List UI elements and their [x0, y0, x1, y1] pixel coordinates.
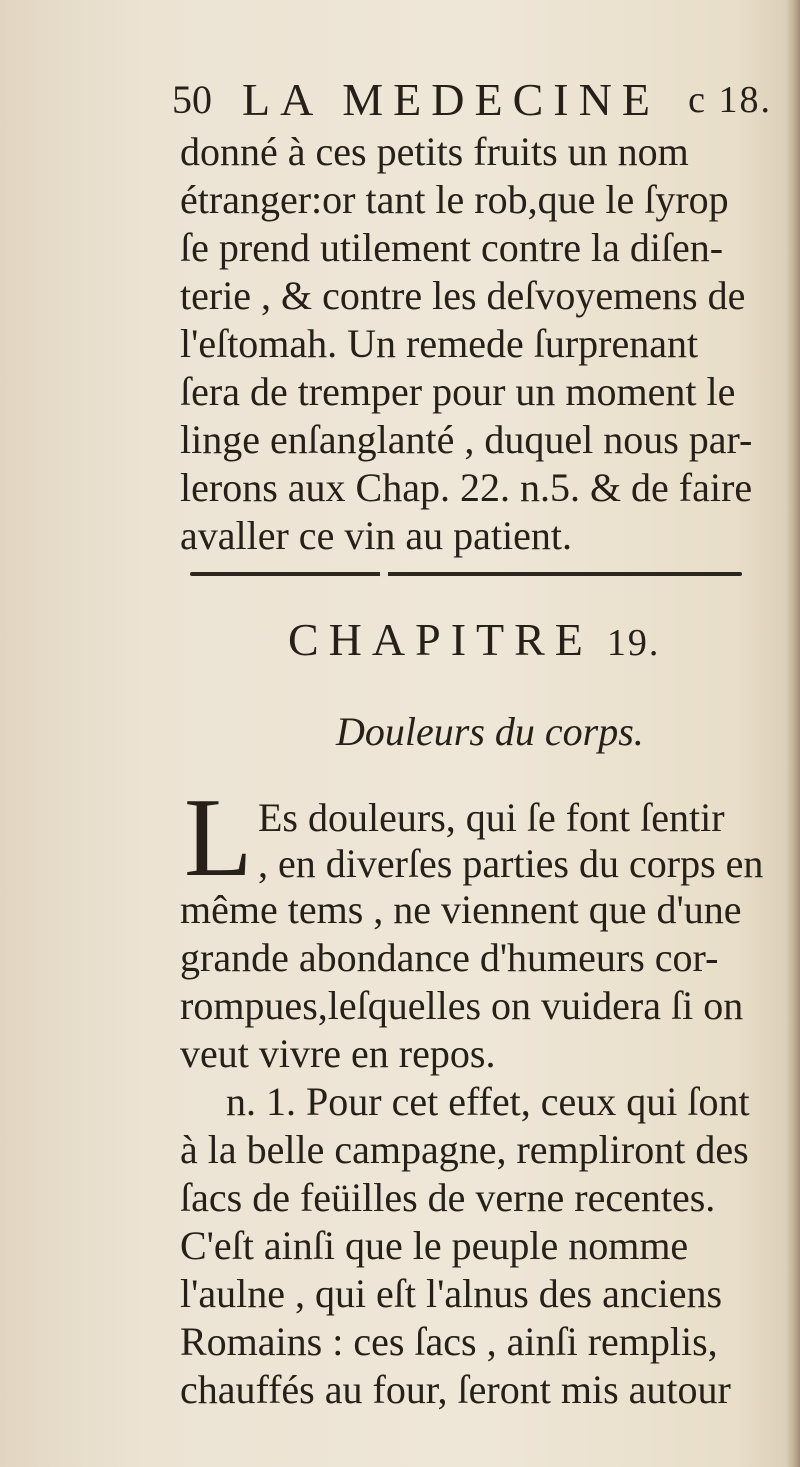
text-line: lerons aux Chap. 22. n.5. & de faire [180, 465, 753, 510]
text-line: terie , & contre les deſvoyemens de [180, 273, 746, 318]
text-line: , en diverſes parties du corps en [258, 841, 764, 886]
text-line: rompues,leſquelles on vuidera ſi on [180, 983, 744, 1028]
text-line: chauffés au four, ſeront mis autour [180, 1367, 731, 1412]
chapter-number: 19. [606, 622, 661, 664]
text-line: Es douleurs, qui ſe font ſentir [258, 795, 725, 840]
text-line: à la belle campagne, rempliront des [180, 1127, 749, 1172]
text-line: Romains : ces ſacs , ainſi remplis, [180, 1319, 718, 1364]
text-line: veut vivre en repos. [180, 1031, 496, 1076]
running-title: LA MEDECINE [242, 74, 660, 125]
chapter-label: CHAPITRE [288, 614, 593, 665]
text-line: ſe prend utilement contre la diſen- [180, 225, 724, 270]
text-line: C'eſt ainſi que le peuple nomme [180, 1223, 689, 1268]
text-line: ſacs de feüilles de verne recentes. [180, 1175, 716, 1220]
text-line: grande abondance d'humeurs cor- [180, 935, 719, 980]
text-line: l'eſtomah. Un remede ſurprenant [180, 321, 699, 366]
text-line: avaller ce vin au patient. [180, 513, 573, 558]
signature-mark: c 18. [688, 79, 772, 121]
drop-capital: L [184, 776, 253, 900]
chapter-heading [288, 612, 660, 671]
section-divider [190, 572, 742, 576]
divider-break [380, 570, 388, 578]
running-header [172, 72, 772, 128]
text-line: linge enſanglanté , duquel nous par- [180, 417, 753, 462]
page-edge-shadow [786, 0, 800, 1467]
text-line: n. 1. Pour cet effet, ceux qui ſont [226, 1079, 750, 1124]
page-number: 50 [172, 77, 212, 122]
text-line: l'aulne , qui eſt l'alnus des anciens [180, 1271, 723, 1316]
text-line: étranger:or tant le rob,que le ſyrop [180, 177, 729, 222]
text-line: ſera de tremper pour un moment le [180, 369, 736, 414]
text-line: même tems , ne viennent que d'une [180, 887, 742, 932]
chapter-subtitle: Douleurs du corps. [336, 709, 644, 754]
text-line: donné à ces petits fruits un nom [180, 129, 689, 174]
